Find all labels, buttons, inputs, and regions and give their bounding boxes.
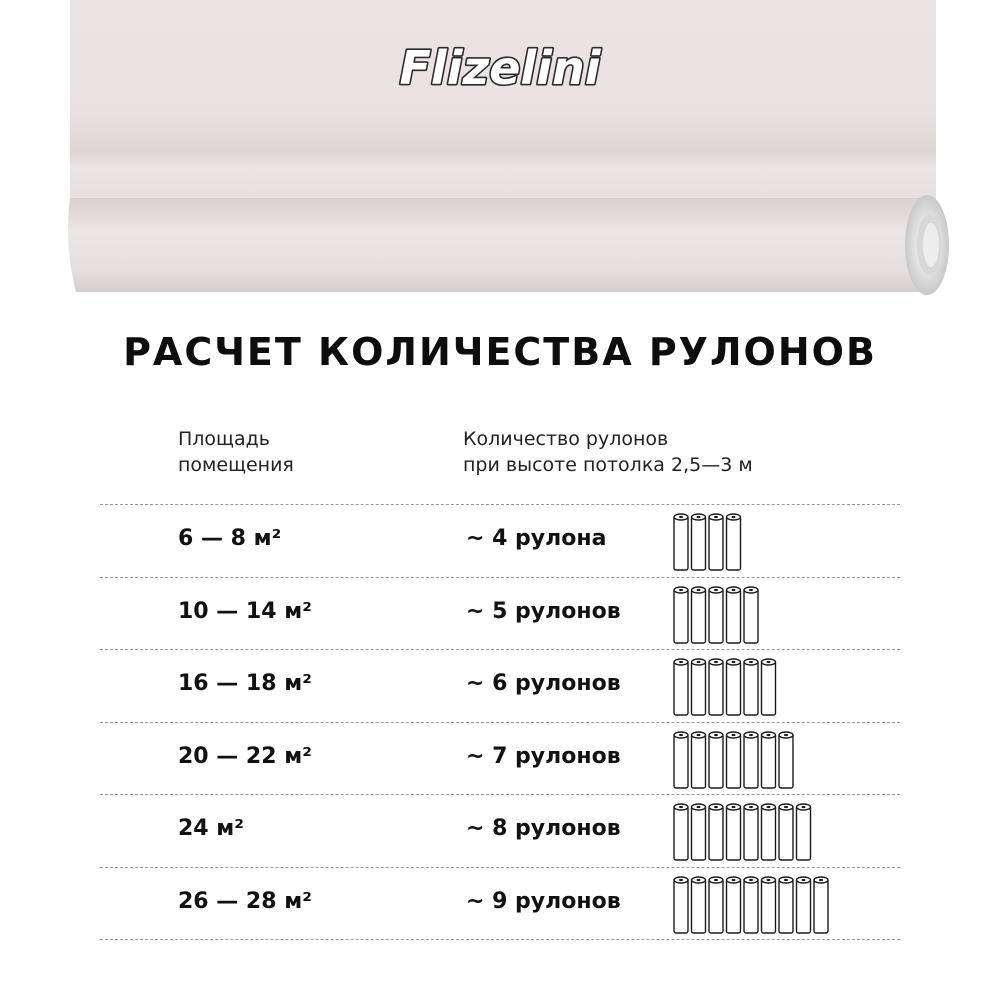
roll-icon	[674, 877, 688, 933]
roll-icon	[709, 877, 723, 933]
roll-icon	[727, 514, 741, 570]
roll-icon	[744, 659, 758, 715]
roll-icon	[727, 732, 741, 788]
table-row	[100, 722, 900, 795]
brand-logo-graphic	[388, 32, 612, 102]
area-cell: 24 м²	[178, 816, 244, 841]
roll-icon	[727, 587, 741, 643]
table-row	[100, 577, 900, 650]
roll-icon	[692, 587, 706, 643]
roll-icons	[672, 730, 799, 790]
roll-count-cell: ~ 5 рулонов	[466, 598, 621, 624]
roll-icon	[674, 514, 688, 570]
roll-icon	[727, 659, 741, 715]
roll-icons-graphic	[672, 585, 764, 645]
roll-icon	[797, 804, 811, 860]
roll-count-cell: ~ 8 рулонов	[466, 816, 621, 841]
page-title: РАСЧЕТ КОЛИЧЕСТВА РУЛОНОВ	[123, 330, 877, 374]
roll-icon	[692, 732, 706, 788]
roll-icons	[672, 657, 781, 717]
area-cell: 10 — 14 м²	[178, 598, 312, 624]
roll-icons	[672, 512, 746, 572]
brand-logo	[388, 32, 612, 102]
roll-icon	[674, 732, 688, 788]
roll-icon	[762, 804, 776, 860]
table-row	[100, 504, 900, 577]
roll-icon	[797, 877, 811, 933]
roll-icons-graphic	[672, 802, 816, 862]
roll-icon	[779, 804, 793, 860]
roll-icon	[674, 659, 688, 715]
roll-icon	[779, 877, 793, 933]
roll-icons	[672, 875, 834, 935]
roll-icon	[709, 659, 723, 715]
roll-icon	[692, 514, 706, 570]
roll-count-cell: ~ 4 рулона	[466, 526, 607, 551]
roll-count-cell: ~ 7 рулонов	[466, 743, 621, 769]
roll-icon	[744, 804, 758, 860]
roll-icons-graphic	[672, 730, 799, 790]
roll-icon	[762, 877, 776, 933]
table-row	[100, 794, 900, 867]
roll-icon	[814, 877, 828, 933]
roll-icon	[762, 659, 776, 715]
roll-count-cell: ~ 9 рулонов	[466, 888, 621, 914]
rolls-table	[100, 504, 900, 940]
table-row	[100, 649, 900, 722]
area-column-header	[178, 426, 294, 478]
roll-count-cell: ~ 6 рулонов	[466, 671, 621, 696]
area-cell: 26 — 28 м²	[178, 888, 312, 914]
roll-icon	[709, 732, 723, 788]
roll-icon	[727, 804, 741, 860]
table-row	[100, 867, 900, 941]
area-cell: 6 — 8 м²	[178, 526, 282, 551]
area-cell: 20 — 22 м²	[178, 743, 312, 769]
roll-icons	[672, 585, 764, 645]
roll-icons	[672, 802, 816, 862]
roll-icon	[709, 804, 723, 860]
roll-icon	[744, 732, 758, 788]
roll-icons-graphic	[672, 512, 746, 572]
roll-icon	[779, 732, 793, 788]
roll-icon	[692, 804, 706, 860]
roll-icon	[709, 514, 723, 570]
brand-logo-text: Flizelini	[399, 41, 601, 95]
roll-icon	[744, 587, 758, 643]
count-header-line-1: Количество рулонов	[463, 428, 669, 450]
area-header-line-1: Площадь	[178, 428, 270, 450]
roll-icon	[674, 804, 688, 860]
roll-icons-graphic	[672, 875, 834, 935]
roll-icons-graphic	[672, 657, 781, 717]
roll-icon	[744, 877, 758, 933]
count-header-line-2: при высоте потолка 2,5—3 м	[463, 454, 753, 476]
roll-icon	[674, 587, 688, 643]
roll-icon	[692, 659, 706, 715]
roll-icon	[692, 877, 706, 933]
roll-icon	[727, 877, 741, 933]
roll-icon	[762, 732, 776, 788]
roll-cylinder	[68, 198, 934, 292]
roll-core-inner	[923, 223, 939, 267]
area-header-line-2: помещения	[178, 454, 294, 476]
area-cell: 16 — 18 м²	[178, 671, 312, 696]
count-column-header	[463, 426, 753, 478]
roll-icon	[709, 587, 723, 643]
